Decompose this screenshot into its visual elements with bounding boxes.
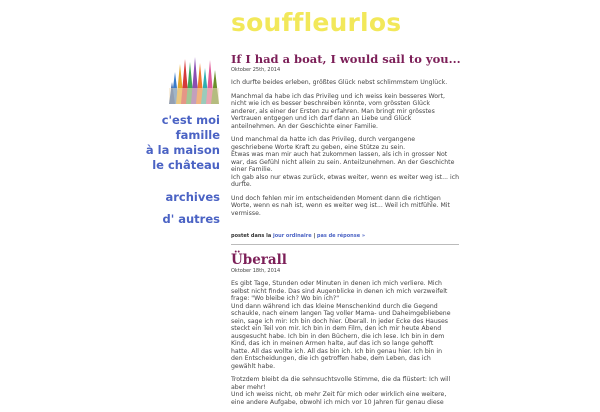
nav-link-d-autres[interactable]: d' autres <box>162 212 220 226</box>
post-paragraph: Ich durfte beides erleben, größtes Glück nebst schlimmstem Unglück. <box>231 79 448 86</box>
post-article <box>231 252 459 406</box>
post-date: Oktober 25th, 2014 <box>231 67 281 73</box>
nav-link-le-chateau[interactable]: le château <box>152 158 220 172</box>
post-separator <box>231 244 459 245</box>
post-paragraph: Trotzdem bleibt da die sehnsuchtsvolle Stimme, die da flüstert: Ich will aber mehr! Und ich weiss nicht, ob mehr Zeit für mich oder wirklich eine weitere, eine andere Aufgabe, obwohl ich mich vor 10 Jahren für genau diese <box>231 376 451 406</box>
post-meta-prefix: postet dans la <box>231 233 272 239</box>
post-title[interactable]: If I had a boat, I would sail to you... <box>231 52 461 66</box>
nav-link-cest-moi[interactable]: c'est moi <box>161 113 220 127</box>
nav-link-a-la-maison[interactable]: à la maison <box>145 143 220 157</box>
post-date: Oktober 18th, 2014 <box>231 268 281 274</box>
post-title[interactable]: Überall <box>231 252 287 268</box>
site-title[interactable]: souffleurlos <box>231 8 402 37</box>
post-paragraph: Und manchmal da hatte ich das Privileg, durch vergangene geschriebene Worte Kraft zu geben, eine Stütze zu sein. Etwas was man mir auch hat zukommen lassen, als ich in grosser Not war, das Gefühl nicht allein zu sein. Anteilzunehmen. An der Geschichte einer Familie. Ich gab also nur etwas zurück, etwas weiter, wenn es weiter weg ist... ich durfte. <box>231 136 460 188</box>
category-link[interactable]: jour ordinaire <box>272 233 312 239</box>
pencils-header-image <box>169 54 219 104</box>
post-meta <box>231 232 459 240</box>
main-content <box>231 52 459 412</box>
nav-link-famille[interactable]: famille <box>175 128 220 142</box>
post-article <box>231 52 459 240</box>
post-body <box>231 79 459 217</box>
sidebar-nav <box>146 113 220 227</box>
post-body <box>231 280 459 406</box>
comments-link[interactable]: pas de réponse » <box>316 233 366 239</box>
nav-link-archives[interactable]: archives <box>165 190 220 204</box>
post-paragraph: Und doch fehlen mir im entscheidenden Moment dann die richtigen Worte, wenn es nah ist, wenn es weiter weg ist... Weil ich mitfühle. Mit vermisse. <box>231 194 450 217</box>
meta-divider: | <box>311 233 317 239</box>
post-paragraph: Manchmal da habe ich das Privileg und ich weiss kein besseres Wort, nicht wie ich es besser beschreiben könnte, vom grössten Glück anderer, als einer der Ersten zu erfahren. Man bringt mir grösstes Vertrauen entgegen und ich darf dann an Liebe und Glück anteilnehmen. An der Geschichte einer Familie. <box>231 92 445 130</box>
post-paragraph: Es gibt Tage, Stunden oder Minuten in denen ich mich verliere. Mich selbst nicht finde. Das sind Augenblicke in denen ich mich verzweifelt frage: "Wo bleibe ich? Wo bin ich?" Und dann während ich das kleine Menschenkind durch die Gegend schaukle, nach einem langen Tag voller Mama- und Daheimgebliebene sein, sage ich mir: Ich bin doch hier. Überall. In jeder Ecke des Hauses steckt ein Teil von mir. Ich bin in dem Film, den ich mir heute Abend ausgesucht habe. Ich bin in den Büchern, die ich lese. Ich bin in dem Kind, das ich in meinen Armen halte, auf das ich so lange gehofft hatte. All das wollte ich. All das bin ich. Ich bin genau hier. Ich bin in den Entscheidungen, die ich getroffen habe, dem Leben, das ich gewählt habe. <box>231 280 451 370</box>
